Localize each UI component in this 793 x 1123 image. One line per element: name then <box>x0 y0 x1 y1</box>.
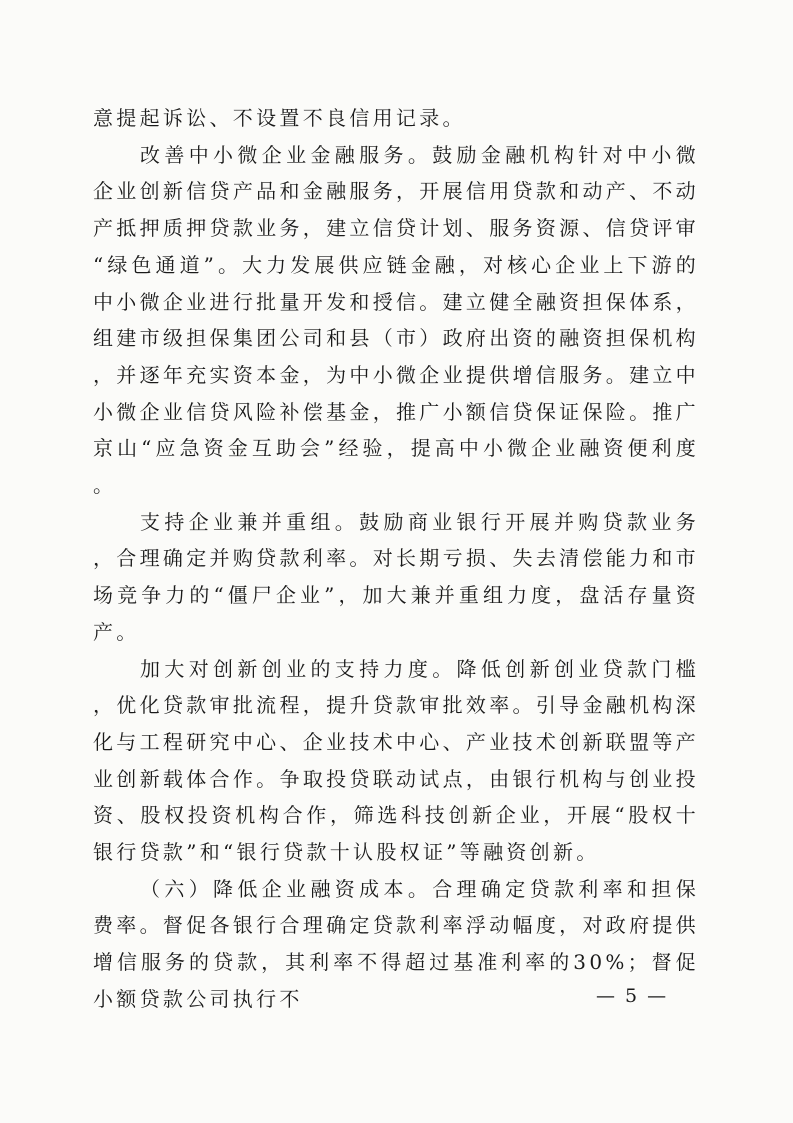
paragraph-sme-financial-services: 改善中小微企业金融服务。鼓励金融机构针对中小微企业创新信贷产品和金融服务，开展信用贷款和动产、不动产抵押质押贷款业务，建立信贷计划、服务资源、信贷评审“绿色通道”。大力发展供应链金融，对核心企业上下游的中小微企业进行批量开发和授信。建立健全融资担保体系，组建市级担保集团公司和县（市）政府出资的融资担保机构，并逐年充实资本金，为中小微企业提供增信服务。建立中小微企业信贷风险补偿基金，推广小额信贷保证保险。推广京山“应急资金互助会”经验，提高中小微企业融资便利度。 <box>93 142 699 498</box>
paragraph-mergers-restructuring: 支持企业兼并重组。鼓励商业银行开展并购贷款业务，合理确定并购贷款利率。对长期亏损、失去清偿能力和市场竞争力的“僵尸企业”，加大兼并重组力度，盘活存量资产。 <box>93 509 699 644</box>
body-text <box>93 100 699 1018</box>
paragraph-reduce-financing-cost: （六）降低企业融资成本。合理确定贷款利率和担保费率。督促各银行合理确定贷款利率浮动幅度，对政府提供增信服务的贷款，其利率不得超过基准利率的30%；督促小额贷款公司执行不 <box>93 876 699 1011</box>
paragraph-continuation: 意提起诉讼、不设置不良信用记录。 <box>93 106 466 130</box>
paragraph-innovation-support: 加大对创新创业的支持力度。降低创新创业贷款门槛，优化贷款审批流程，提升贷款审批效率。引导金融机构深化与工程研究中心、企业技术中心、产业技术创新联盟等产业创新载体合作。争取投贷联动试点，由银行机构与创业投资、股权投资机构合作，筛选科技创新企业，开展“股权十银行贷款”和“银行贷款十认股权证”等融资创新。 <box>93 656 699 865</box>
page-number: — 5 — <box>596 985 669 1007</box>
